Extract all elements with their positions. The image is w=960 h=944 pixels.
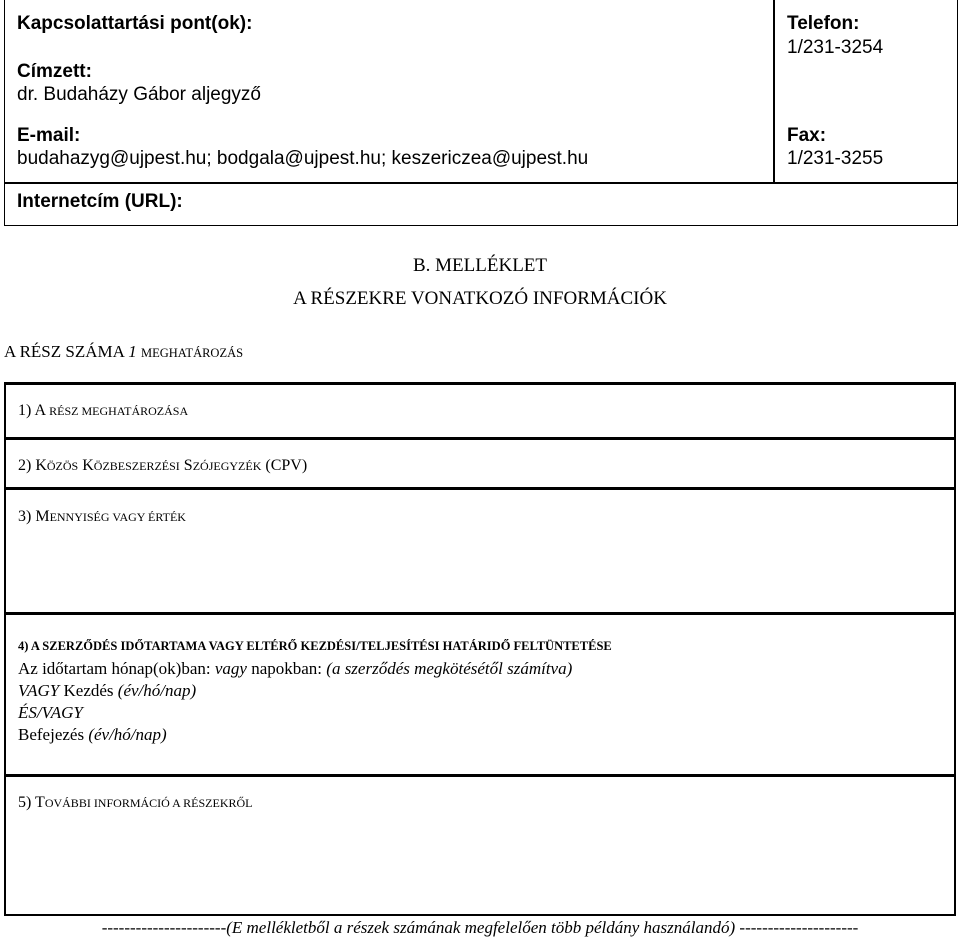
part-heading [4, 342, 243, 362]
fax-label: Fax: [787, 125, 827, 146]
section-2-heading [18, 457, 307, 475]
contact-point-label: Kapcsolattartási pont(ok): [17, 13, 253, 34]
start-label: Kezdés [59, 681, 118, 700]
section-4-andor-line [18, 703, 83, 723]
section-5-box [4, 774, 956, 916]
section-2-part-b: K [78, 457, 94, 474]
addressee-value: dr. Budaházy Gábor aljegyző [17, 84, 261, 105]
section-2-part-d: S [179, 457, 193, 474]
section-5-heading [18, 794, 253, 812]
duration-text: Az időtartam hónap(ok)ban: [18, 659, 215, 678]
section-5-number: 5) T [18, 794, 45, 811]
duration-note: (a szerződés megkötésétől számítva) [326, 659, 573, 678]
email-value[interactable]: budahazyg@ujpest.hu; bodgala@ujpest.hu; keszericzea@ujpest.hu [17, 148, 589, 169]
part-suffix: MEGHATÁROZÁS [140, 346, 244, 360]
footer-text: ----------------------(E mellékletből a részek számának megfelelően több példány használandó) --------------------- [101, 918, 859, 937]
section-3-box [4, 487, 956, 615]
email-label: E-mail: [17, 125, 81, 146]
contact-table [4, 0, 958, 226]
section-1-number: 1) A [18, 402, 46, 419]
duration-days: napokban: [246, 659, 327, 678]
section-4-box [4, 612, 956, 777]
section-1-title: RÉSZ MEGHATÁROZÁSA [49, 404, 189, 418]
start-or: VAGY [18, 681, 60, 700]
part-number: 1 [128, 342, 137, 361]
section-2-box [4, 437, 956, 490]
phone-value: 1/231-3254 [787, 37, 884, 58]
section-2-part-a: ÖZÖS [46, 459, 79, 473]
contact-divider-horizontal [5, 182, 957, 184]
section-5-title: OVÁBBI INFORMÁCIÓ A RÉSZEKRŐL [44, 796, 253, 810]
section-2-part-e: ZÓJEGYZÉK [192, 459, 262, 473]
url-label: Internetcím (URL): [17, 191, 183, 212]
section-1-box [4, 382, 956, 440]
addressee-label: Címzett: [17, 61, 92, 82]
start-format: (év/hó/nap) [117, 681, 197, 700]
section-2-part-f: (CPV) [261, 457, 308, 474]
section-3-title: ENNYISÉG VAGY ÉRTÉK [49, 510, 186, 524]
footer-note [0, 918, 960, 938]
section-4-end-line [18, 725, 167, 745]
section-4-heading: 4) A SZERZŐDÉS IDŐTARTAMA VAGY ELTÉRŐ KEZDÉSI/TELJESÍTÉSI HATÁRIDŐ FELTÜNTETÉSE [18, 639, 612, 653]
part-label: A RÉSZ SZÁMA [4, 342, 124, 361]
and-or: ÉS/VAGY [18, 703, 83, 722]
fax-value: 1/231-3255 [787, 148, 884, 169]
section-4-start-line [18, 681, 196, 701]
section-2-number: 2) K [18, 457, 47, 474]
annex-title: B. MELLÉKLET [412, 255, 548, 276]
phone-label: Telefon: [787, 13, 860, 34]
section-3-heading [18, 508, 186, 526]
end-format: (év/hó/nap) [88, 725, 167, 744]
end-label: Befejezés [18, 725, 89, 744]
section-4-duration-line [18, 659, 572, 679]
duration-or: vagy [214, 659, 247, 678]
section-1-heading [18, 402, 188, 420]
contact-divider-vertical [773, 0, 775, 182]
annex-subtitle: A RÉSZEKRE VONATKOZÓ INFORMÁCIÓK [293, 288, 667, 309]
section-2-part-c: ÖZBESZERZÉSI [93, 459, 180, 473]
section-3-number: 3) M [18, 508, 50, 525]
